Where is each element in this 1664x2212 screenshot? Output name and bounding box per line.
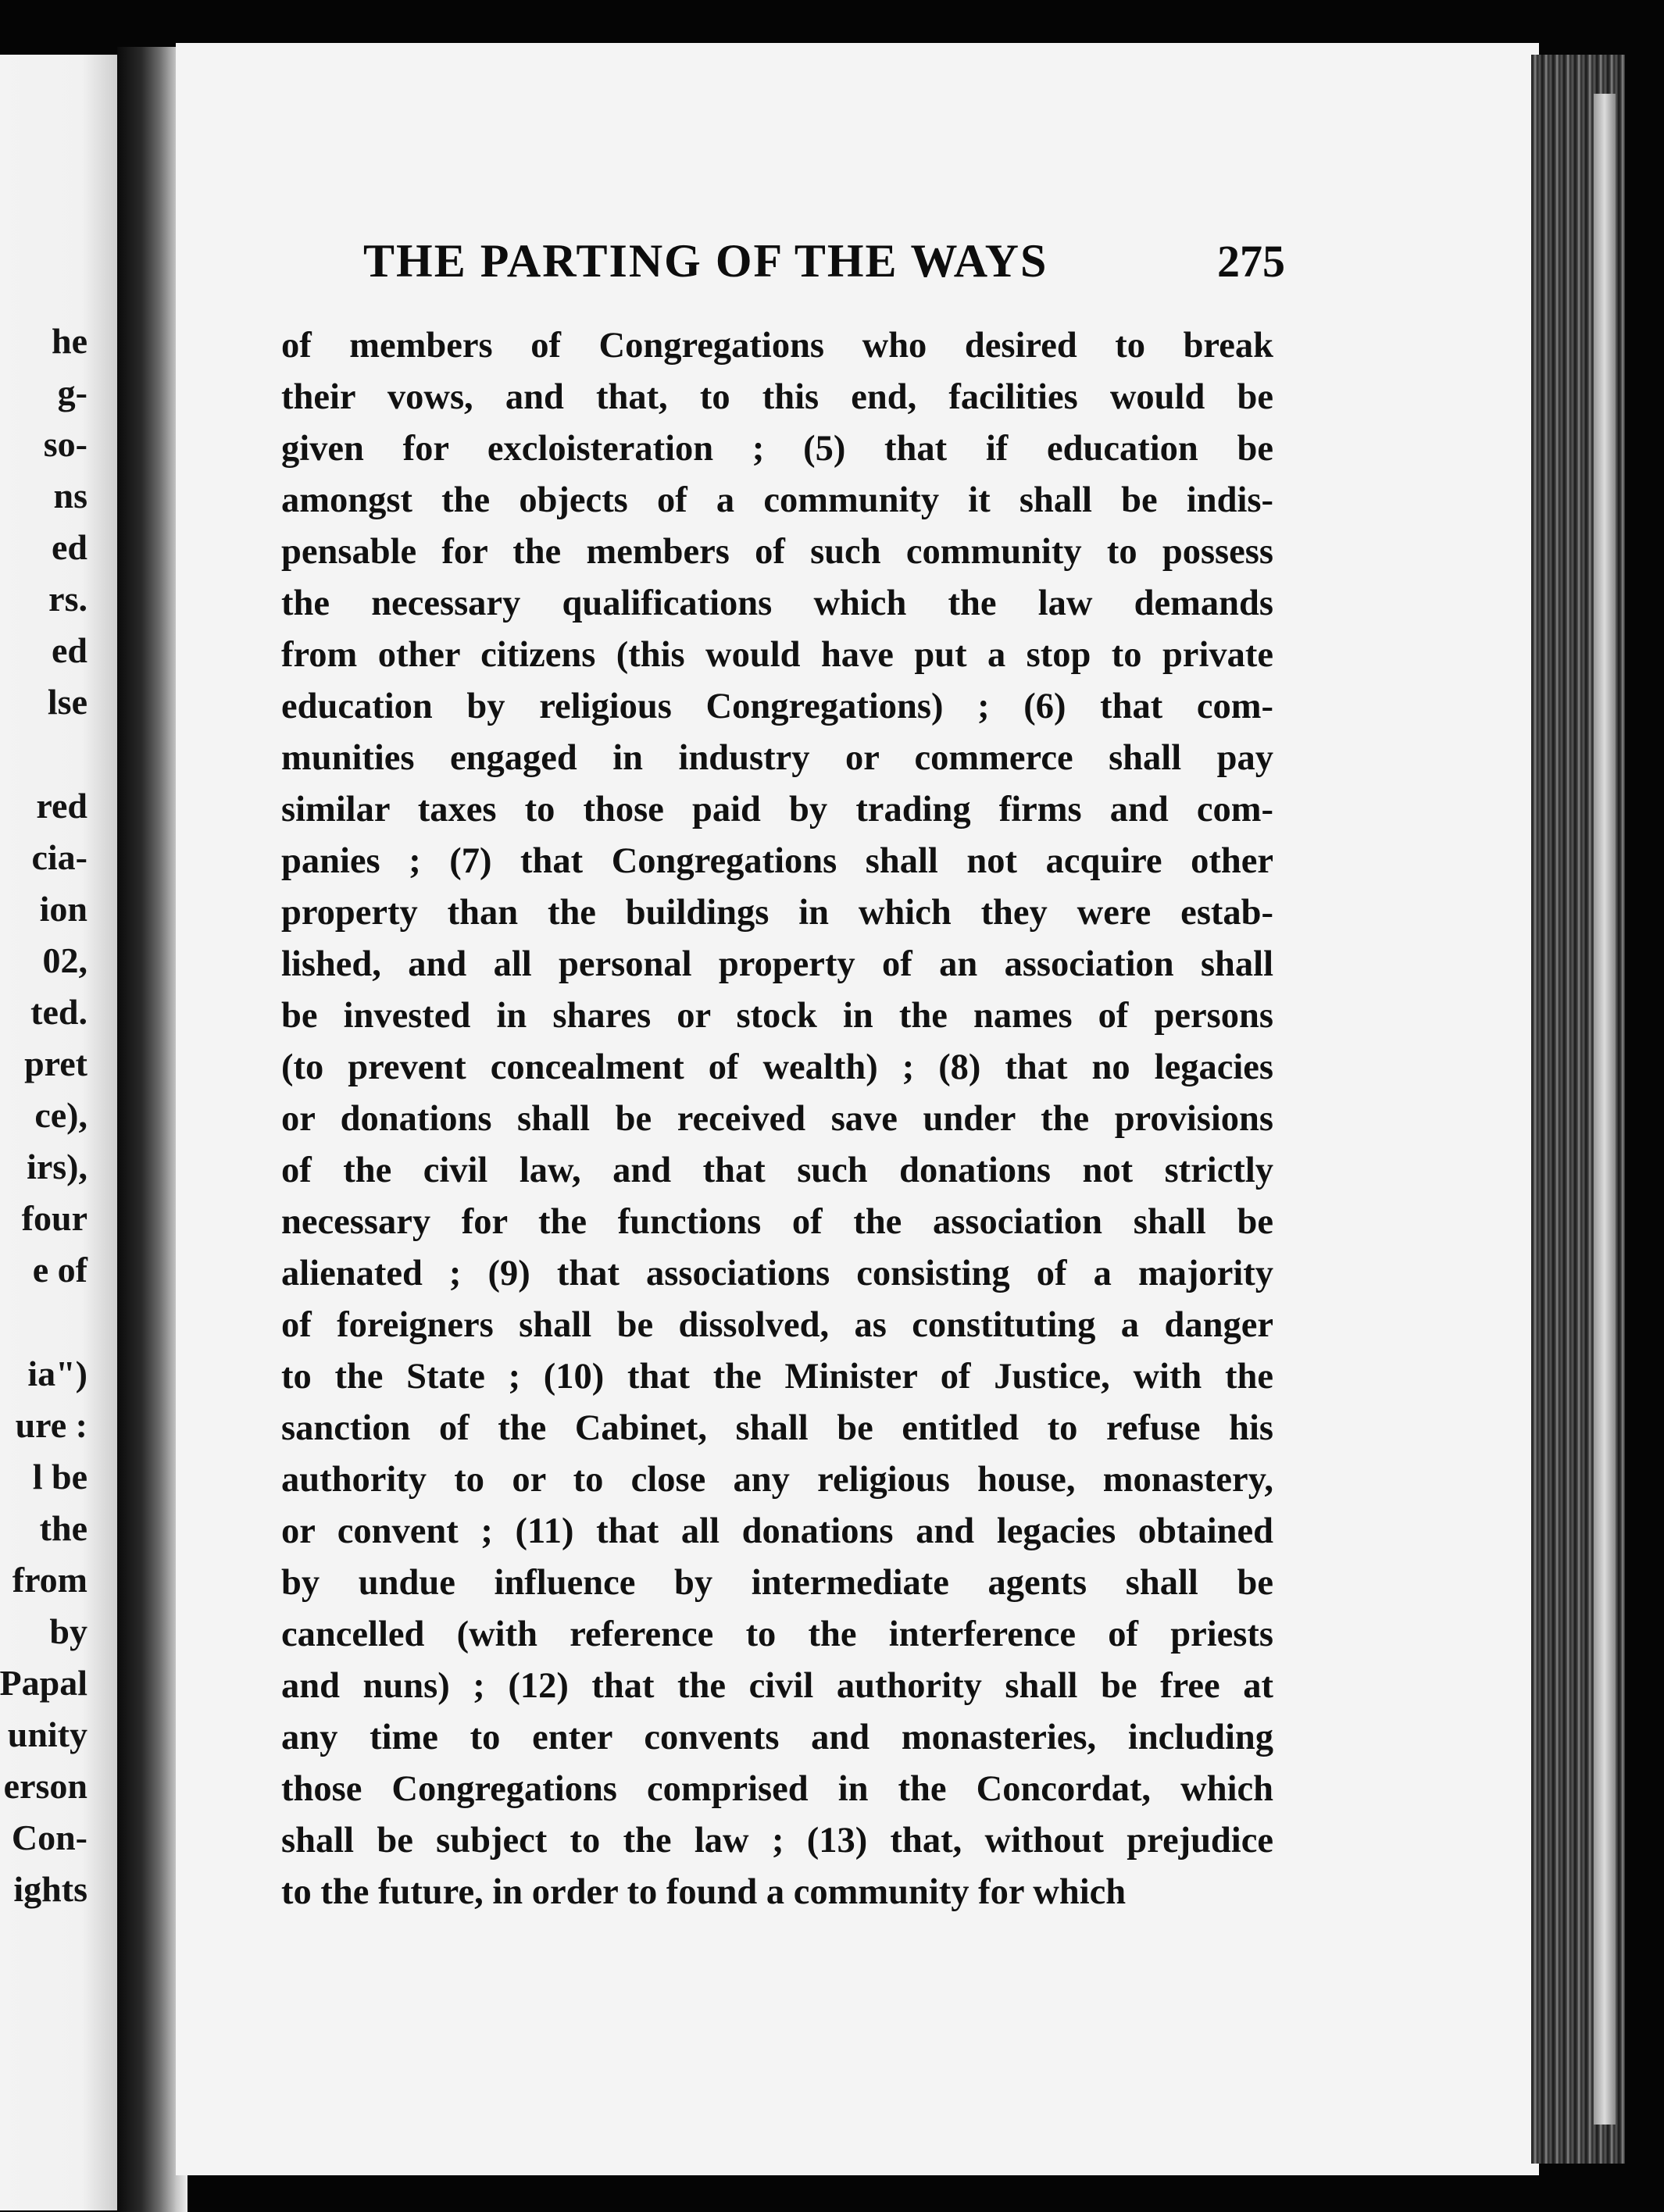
text-line: education by religious Congregations) ; (6) that com- [281, 687, 1273, 726]
text-line: necessary for the functions of the association shall be [281, 1202, 1273, 1242]
text-line: similar taxes to those paid by trading firms and com- [281, 790, 1273, 830]
text-line: property than the buildings in which they were estab- [281, 893, 1273, 933]
facing-line: ce), [34, 1095, 87, 1135]
text-line: those Congregations comprised in the Concordat, which [281, 1769, 1273, 1809]
text-line: or donations shall be received save under the provisions [281, 1099, 1273, 1139]
text-line: shall be subject to the law ; (13) that, without prejudice [281, 1821, 1273, 1861]
text-line: from other citizens (this would have put a stop to private [281, 635, 1273, 675]
text-line: munities engaged in industry or commerce shall pay [281, 738, 1273, 778]
text-line: amongst the objects of a community it shall be indis- [281, 480, 1273, 520]
text-line: any time to enter convents and monasteries, including [281, 1718, 1273, 1757]
facing-line: 02, [42, 940, 87, 980]
facing-line: from [12, 1560, 87, 1600]
body-text [281, 320, 1273, 1918]
facing-line: l be [32, 1457, 87, 1497]
text-line: cancelled (with reference to the interference of priests [281, 1614, 1273, 1654]
text-line: by undue influence by intermediate agents shall be [281, 1563, 1273, 1603]
facing-line: Con- [11, 1818, 87, 1857]
facing-line: ights [13, 1869, 87, 1909]
page-block-highlight [1594, 94, 1616, 2125]
text-line: of the civil law, and that such donations not strictly [281, 1151, 1273, 1190]
facing-line: ed [52, 630, 87, 670]
facing-line: ion [39, 889, 87, 929]
text-line: or convent ; (11) that all donations and legacies obtained [281, 1511, 1273, 1551]
facing-line: by [49, 1611, 87, 1651]
text-line: of members of Congregations who desired to break [281, 326, 1273, 366]
facing-line: so- [43, 424, 87, 464]
facing-line: g- [57, 373, 87, 412]
facing-line: he [52, 321, 87, 361]
text-line: authority to or to close any religious house, monastery, [281, 1460, 1273, 1500]
text-line: and nuns) ; (12) that the civil authority shall be free at [281, 1666, 1273, 1706]
facing-line: ure : [15, 1405, 87, 1445]
facing-line: unity [7, 1714, 87, 1754]
facing-line: lse [47, 682, 87, 722]
text-line: their vows, and that, to this end, facilities would be [281, 377, 1273, 417]
facing-line: ted. [30, 992, 87, 1032]
running-head [363, 234, 1285, 288]
text-line: lished, and all personal property of an association shall [281, 944, 1273, 984]
facing-line: e of [32, 1250, 87, 1290]
facing-page-fragment [0, 55, 117, 2210]
facing-line: ia") [27, 1354, 87, 1393]
facing-line: the [39, 1508, 87, 1548]
text-line: given for excloisteration ; (5) that if education be [281, 429, 1273, 469]
facing-line: irs), [27, 1147, 87, 1186]
facing-line: erson [3, 1766, 87, 1806]
facing-line: ed [52, 527, 87, 567]
text-line: of foreigners shall be dissolved, as constituting a danger [281, 1305, 1273, 1345]
text-line: panies ; (7) that Congregations shall not acquire other [281, 841, 1273, 881]
facing-line: ns [53, 476, 87, 516]
facing-line: four [21, 1198, 87, 1238]
text-line: sanction of the Cabinet, shall be entitled to refuse his [281, 1408, 1273, 1448]
text-line: be invested in shares or stock in the names of persons [281, 996, 1273, 1036]
page-number: 275 [1217, 236, 1285, 287]
text-line: pensable for the members of such community to possess [281, 532, 1273, 572]
facing-line: cia- [31, 837, 87, 877]
text-line: alienated ; (9) that associations consisting of a majority [281, 1254, 1273, 1293]
text-line: to the future, in order to found a community for which [281, 1872, 1127, 1912]
facing-line: pret [24, 1044, 87, 1083]
running-title: THE PARTING OF THE WAYS [363, 235, 1048, 287]
facing-line: red [36, 786, 87, 826]
text-line: (to prevent concealment of wealth) ; (8) that no legacies [281, 1047, 1273, 1087]
text-line: to the State ; (10) that the Minister of Justice, with the [281, 1357, 1273, 1397]
text-line: the necessary qualifications which the law demands [281, 583, 1273, 623]
facing-line: rs. [48, 579, 87, 619]
facing-line: Papal [0, 1663, 87, 1703]
